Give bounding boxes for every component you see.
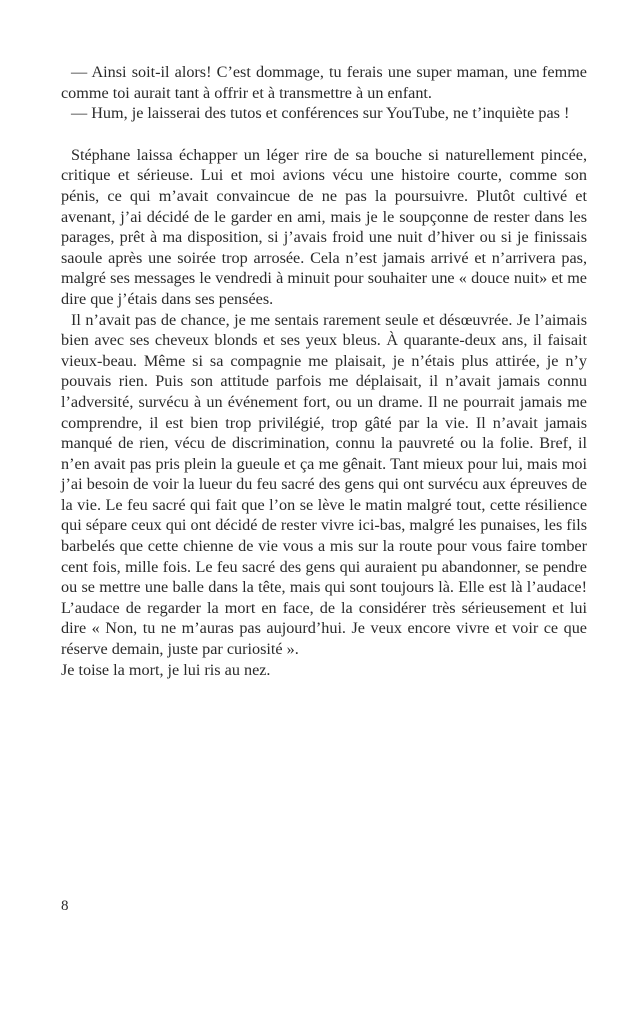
dialogue-line-1: — Ainsi soit-il alors! C’est dommage, tu ferais une super maman, une femme comme toi aurait tant à offrir et à transmettre à un enfant. [61, 63, 587, 102]
paragraph-feu-sacre: Il n’avait pas de chance, je me sentais rarement seule et désœuvrée. Je l’aimais bien avec ses cheveux blonds et ses yeux bleus. À quarante-deux ans, il faisait vieux-beau. Même si sa compagnie me plaisait, je n’étais plus attirée, je n’y pouvais rien. Puis son attitude parfois me déplaisait, il n’avait jamais connu l’adversité, survécu à un événement fort, ou un drame. Il ne pourrait jamais me comprendre, il est bien trop privilégié, trop gâté par la vie. Il n’avait jamais manqué de rien, vécu de discrimination, connu la pauvreté ou la folie. Bref, il n’en avait pas pris plein la gueule et ça me gênait. Tant mieux pour lui, mais moi j’ai besoin de voir la lueur du feu sacré des gens qui ont survécu aux épreuves de la vie. Le feu sacré qui fait que l’on se lève le matin malgré tout, cette résilience qui sépare ceux qui ont décidé de rester vivre ici-bas, malgré les punaises, les fils barbelés que cette chienne de vie vous a mis sur la route pour vous faire tomber cent fois, mille fois. Le feu sacré des gens qui auraient pu abandonner, se pendre ou se mettre une balle dans la tête, mais qui sont toujours là. Elle est là l’audace! L’audace de regarder la mort en face, de la considérer très sérieusement et lui dire « Non, tu ne m’auras pas aujourd’hui. Je veux encore vivre et voir ce que réserve demain, juste par curiosité ». [61, 310, 587, 659]
dialogue-line-2: — Hum, je laisserai des tutos et conférences sur YouTube, ne t’inquiète pas ! [71, 104, 570, 123]
paragraph-stephane: Stéphane laissa échapper un léger rire de sa bouche si naturellement pincée, critique et sérieuse. Lui et moi avions vécu une histoire courte, comme son pénis, ce qui m’avait convaincue de ne pas la poursuivre. Plutôt cultivé et avenant, j’ai décidé de le garder en ami, mais je le soupçonne de rester dans les parages, prêt à ma disposition, si j’avais froid une nuit d’hiver ou si je finissais saoule après une soirée trop arrosée. Cela n’est jamais arrivé et n’arrivera pas, malgré ses messages le vendredi à minuit pour souhaiter une « douce nuit» et me dire que j’étais dans ses pensées. [61, 145, 587, 308]
page-number: 8 [61, 898, 69, 914]
page-body [61, 62, 587, 680]
closing-line: Je toise la mort, je lui ris au nez. [61, 660, 271, 679]
